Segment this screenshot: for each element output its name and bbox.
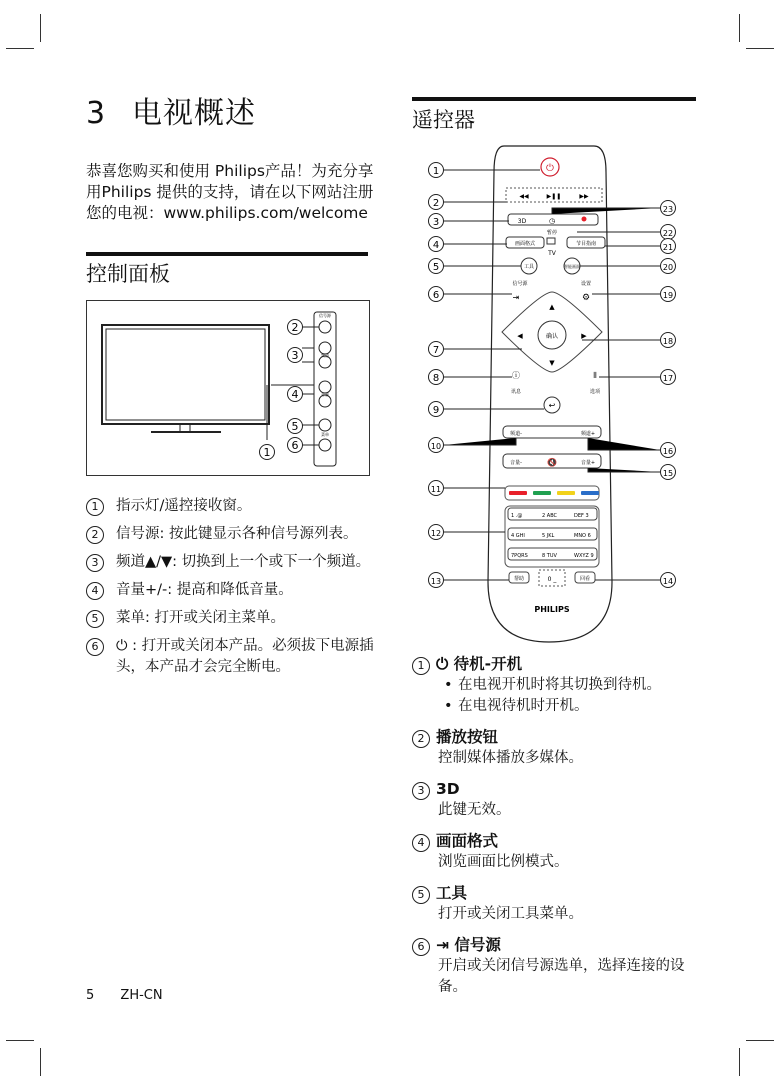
remote-callout-2: 2 — [432, 198, 440, 209]
remote-list — [412, 654, 712, 1008]
svg-text:⦀: ⦀ — [593, 371, 597, 380]
remote-callout-18: 18 — [662, 337, 674, 346]
remote-callout-16: 16 — [662, 447, 674, 456]
callout-1: 1 — [263, 446, 271, 459]
remote-callout-5: 5 — [432, 262, 440, 273]
section-rule — [412, 97, 696, 101]
svg-text:▶▶: ▶▶ — [579, 193, 589, 200]
remote-callout-19: 19 — [662, 291, 674, 300]
svg-text:◀: ◀ — [517, 332, 523, 340]
remote-label-settings: 设置 — [580, 281, 592, 287]
remote-callout-22: 22 — [662, 229, 674, 238]
crop-mark — [739, 14, 740, 42]
control-panel-title: 控制面板 — [86, 262, 170, 286]
remote-label-ch-plus: 频道+ — [580, 431, 596, 437]
language-code: ZH-CN — [120, 988, 163, 1003]
remote-label-smart: 智能画面 — [564, 264, 580, 269]
svg-text:▼: ▼ — [549, 359, 555, 367]
callout-5: 5 — [291, 420, 299, 433]
control-panel-list — [86, 496, 386, 685]
list-item: 6 ⏻ : 打开或关闭本产品。必须拔下电源插头，本产品才会完全断电。 — [86, 636, 386, 678]
callout-3: 3 — [291, 349, 299, 362]
intro-paragraph: 恭喜您购买和使用 Philips产品！为充分享用Philips 提供的支持，请在以下网站注册您的电视：www.philips.com/welcome — [86, 162, 374, 222]
remote-key-1: 1 .@ — [511, 513, 523, 519]
list-item: 2 播放按钮 控制媒体播放多媒体。 — [412, 727, 712, 769]
svg-text:⇥: ⇥ — [512, 293, 520, 302]
remote-key-9: WXYZ 9 — [574, 553, 594, 559]
list-item: 4 画面格式 浏览画面比例模式。 — [412, 831, 712, 873]
remote-label-guide: 节目指南 — [575, 241, 597, 247]
panel-label-source: 信号源 — [319, 313, 331, 318]
remote-label-ch-minus: 频道- — [510, 431, 522, 437]
chapter-title: 电视概述 — [132, 96, 256, 131]
svg-text:▶: ▶ — [581, 332, 587, 340]
section-rule — [86, 252, 368, 256]
crop-mark — [746, 1040, 774, 1041]
list-item: 6 ⇥ 信号源 开启或关闭信号源选单，选择连接的设备。 — [412, 935, 712, 998]
remote-key-7: 7PQRS — [511, 553, 528, 559]
remote-callout-7: 7 — [432, 345, 440, 356]
panel-label-menu: 菜单 — [321, 432, 329, 437]
remote-callout-10: 10 — [430, 442, 442, 451]
remote-callout-6: 6 — [432, 290, 440, 301]
remote-label-source: 信号源 — [512, 281, 528, 287]
remote-key-5: 5 JKL — [542, 533, 555, 539]
list-item: 5 工具 打开或关闭工具菜单。 — [412, 883, 712, 925]
tv-control-panel-figure — [86, 300, 370, 476]
crop-mark — [40, 14, 41, 42]
svg-text:🔇: 🔇 — [547, 458, 557, 467]
remote-label-format: 画面格式 — [514, 241, 536, 247]
svg-text:⏻: ⏻ — [546, 163, 554, 174]
svg-text:◷: ◷ — [548, 217, 556, 225]
callout-4: 4 — [291, 388, 299, 401]
remote-callout-14: 14 — [662, 577, 674, 586]
list-item: 5 菜单: 打开或关闭主菜单。 — [86, 608, 386, 629]
remote-label-tools: 工具 — [523, 264, 535, 270]
remote-title: 遥控器 — [412, 108, 475, 132]
page-footer — [86, 988, 163, 1003]
svg-text:▲: ▲ — [549, 303, 555, 311]
panel-label-volume: 音量 — [321, 392, 329, 397]
remote-callout-23: 23 — [662, 205, 674, 214]
list-item: 1 ⏻ 待机-开机 • 在电视开机时将其切换到待机。 • 在电视待机时开机。 — [412, 654, 712, 717]
chapter-heading — [86, 88, 256, 132]
remote-key-8: 8 TUV — [542, 553, 557, 559]
list-item: 2 信号源: 按此键显示各种信号源列表。 — [86, 524, 386, 545]
remote-label-back: 回看 — [579, 576, 591, 582]
remote-callout-13: 13 — [430, 577, 442, 586]
remote-callout-17: 17 — [662, 374, 674, 383]
remote-label-ok: 确认 — [545, 333, 559, 340]
list-item: 3 频道▲/▼: 切换到上一个或下一个频道。 — [86, 552, 386, 573]
remote-callout-21: 21 — [662, 243, 674, 252]
remote-callout-4: 4 — [432, 240, 440, 251]
crop-mark — [739, 1048, 740, 1076]
crop-mark — [746, 48, 774, 49]
panel-label-channel: 频道 — [321, 353, 329, 358]
list-item: 3 3D 此键无效。 — [412, 779, 712, 821]
remote-label-tv: TV — [548, 250, 556, 257]
remote-label-3d: 3D — [517, 218, 527, 225]
remote-figure — [412, 142, 702, 650]
svg-text:↩: ↩ — [548, 401, 556, 410]
page-number: 5 — [86, 988, 95, 1003]
list-item: 4 音量+/-: 提高和降低音量。 — [86, 580, 386, 601]
svg-text:ⓘ: ⓘ — [512, 371, 520, 380]
remote-callout-12: 12 — [430, 529, 442, 538]
crop-mark — [40, 1048, 41, 1076]
callout-2: 2 — [291, 321, 299, 334]
remote-label-vol-minus: 音量- — [510, 460, 522, 466]
crop-mark — [6, 1040, 34, 1041]
remote-label-pause: 暂停 — [546, 230, 558, 236]
remote-label-help: 帮助 — [513, 576, 525, 582]
remote-callout-20: 20 — [662, 263, 674, 272]
list-item: 1 指示灯/遥控接收窗。 — [86, 496, 386, 517]
callout-6: 6 — [291, 439, 299, 452]
chapter-number: 3 — [86, 96, 107, 131]
remote-brand: PHILIPS — [534, 605, 570, 614]
remote-key-2: 2 ABC — [542, 513, 558, 519]
remote-key-4: 4 GHI — [511, 533, 525, 539]
remote-callout-1: 1 — [432, 166, 440, 177]
remote-callout-8: 8 — [432, 373, 440, 384]
svg-text:⚙: ⚙ — [581, 293, 591, 303]
remote-callout-3: 3 — [432, 217, 440, 228]
remote-key-0: 0 _ — [547, 576, 557, 583]
remote-callout-9: 9 — [432, 405, 440, 416]
remote-callout-15: 15 — [662, 469, 674, 478]
remote-key-6: MNO 6 — [574, 533, 591, 539]
remote-callout-11: 11 — [430, 485, 442, 494]
crop-mark — [6, 48, 34, 49]
svg-text:▶❚❚: ▶❚❚ — [546, 193, 562, 200]
remote-key-3: DEF 3 — [574, 513, 589, 519]
remote-label-vol-plus: 音量+ — [580, 460, 596, 466]
svg-text:◀◀: ◀◀ — [519, 193, 529, 200]
remote-label-info: 讯息 — [510, 389, 522, 395]
remote-label-options: 选项 — [589, 389, 601, 395]
